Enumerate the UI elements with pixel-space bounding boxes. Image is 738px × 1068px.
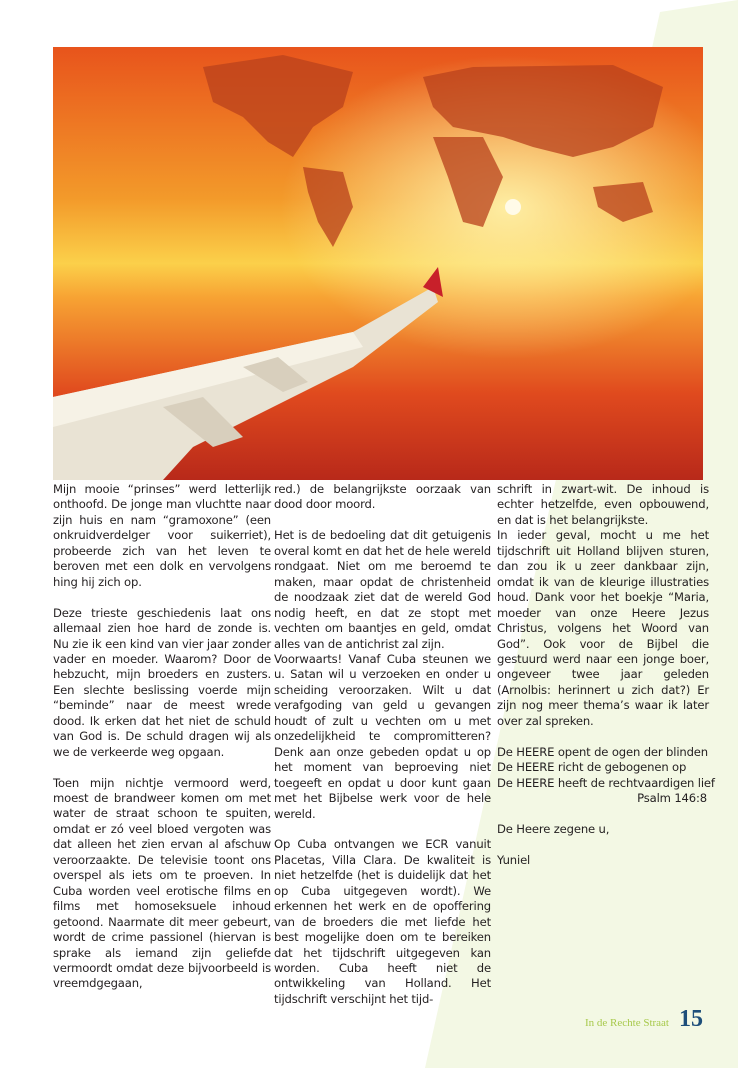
- page-number: 15: [679, 1006, 703, 1032]
- psalm-reference: Psalm 146:8: [637, 791, 707, 806]
- paragraph: Mijn mooie “prinses” werd letterlijk onthoofd. De jonge man vluchtte naar zijn huis en nam “gramoxone” (een onkruidverdelger voor suikerriet), probeerde zich van het leven te beroven met een dolk en vervolgens hing hij zich op.: [53, 482, 271, 589]
- psalm-line: De HEERE opent de ogen der blinden: [497, 744, 708, 759]
- paragraph: Op Cuba ontvangen we ECR vanuit Placetas, Villa Clara. De kwaliteit is niet hetzelfde (het is duidelijk dat het op Cuba uitgegeven wordt). We erkennen het werk en de opoffering van de broeders die met liefde het best mogelijke doen om te bereiken dat het tijdschrift uitgegeven kan worden. Cuba heeft niet de ontwikkeling van Holland. Het tijdschrift verschijnt het tijd-: [274, 837, 491, 1006]
- magazine-title: In de Rechte Straat: [585, 1017, 669, 1029]
- page-footer: [585, 1006, 703, 1033]
- psalm-line: De HEERE heeft de rechtvaardigen lief: [497, 775, 715, 790]
- paragraph: Deze trieste geschiedenis laat ons allemaal zien hoe hard de zonde is. Nu zie ik een kind van vier jaar zonder vader en moeder. Waarom? Door de hebzucht, mijn broeders en zusters. Een slechte beslissing voerde mijn “beminde” naar de meest wrede dood. Ik erken dat het niet de schuld van God is. De schuld dragen wij als we de verkeerde weg opgaan.: [53, 605, 271, 759]
- article-column-3: [497, 482, 715, 884]
- paragraph: red.) de belangrijkste oorzaak van dood door moord.: [274, 482, 491, 512]
- paragraph: Voorwaarts! Vanaf Cuba steunen we u. Satan wil u verzoeken en onder u scheiding veroorzaken. Wilt u dat verafgoding van geld u gevangen houdt of zult u vechten om u met onzedelijkheid te compromitteren? Denk aan onze gebeden opdat u op het moment van beproeving niet toegeeft en opdat u door kunt gaan met het Bijbelse werk voor de hele wereld.: [274, 651, 491, 821]
- paragraph: Het is de bedoeling dat dit getuigenis overal komt en dat het de hele wereld rondgaat. Niet om me beroemd te maken, maar opdat de christenheid de noodzaak ziet dat de wereld God nodig heeft, en dat ze stopt met vechten om baantjes en geld, omdat alles van de antichrist zal zijn.: [274, 528, 491, 651]
- paragraph: schrift in zwart-wit. De inhoud is echter hetzelfde, even opbouwend, en dat is het belangrijkste.: [497, 482, 709, 527]
- article-column-1: [53, 482, 271, 1007]
- psalm-quote: [497, 744, 715, 807]
- airplane-wing-photo: [53, 47, 703, 480]
- header-photo: [53, 47, 703, 480]
- closing-greeting: De Heere zegene u,: [497, 821, 610, 836]
- signature: Yuniel: [497, 852, 531, 867]
- psalm-line: De HEERE richt de gebogenen op: [497, 760, 687, 775]
- paragraph: Toen mijn nichtje vermoord werd, moest de brandweer komen om met water de straat schoon te spuiten, omdat er zó veel bloed vergoten was dat alleen het zien ervan al afschuw veroorzaakte. De televisie toont ons overspel als iets om te proeven. In Cuba worden veel erotische films en films met homoseksuele inhoud getoond. Naarmate dit meer gebeurt, wordt de crime passionel (hiervan is sprake als iemand zijn geliefde vermoordt omdat deze bijvoorbeeld is vreemdgegaan,: [53, 775, 271, 991]
- paragraph: In ieder geval, mocht u me het tijdschrift uit Holland blijven sturen, dan zou ik u zeer dankbaar zijn, omdat ik van de kleurige illustraties houd. Dank voor het boekje “Maria, moeder van onze Heere Jezus Christus, volgens het Woord van God”. Ook voor de Bijbel die gestuurd werd naar een jonge boer, ongeveer twee jaar geleden (Arnolbis: herinnert u zich dat?) Er zijn nog meer thema’s waar ik later over zal spreken.: [497, 528, 709, 728]
- article-column-2: [274, 482, 491, 1023]
